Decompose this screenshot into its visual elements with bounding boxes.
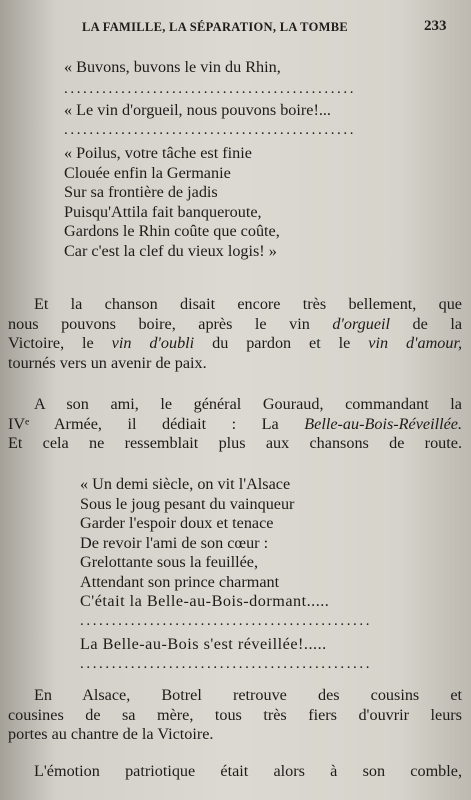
prose-line: Victoire, le vin d'oubli du pardon et le vin d'amour, bbox=[8, 334, 463, 352]
verse-line: La Belle-au-Bois s'est réveillée!..... bbox=[80, 635, 327, 653]
poem-alsace bbox=[80, 475, 420, 676]
verse-line: Grelottante sous la feuillée, bbox=[80, 553, 258, 571]
prose-line: tournés vers un avenir de paix. bbox=[8, 353, 207, 372]
page-number: 233 bbox=[424, 18, 447, 34]
prose-line: IVᵉ Armée, il dédiait : La Belle-au-Bois-Réveillée. bbox=[8, 414, 463, 433]
verse-line: Puisqu'Attila fait banqueroute, bbox=[64, 202, 262, 221]
ellipsis-line: .............................................. bbox=[80, 613, 373, 629]
verse-line: Garder l'espoir doux et tenace bbox=[80, 514, 274, 532]
italic-title: Belle-au-Bois-Réveillée. bbox=[304, 414, 463, 433]
italic-term: d'orgueil bbox=[332, 314, 391, 333]
prose-line: cousines de sa mère, tous très fiers d'ouvrir leurs bbox=[8, 705, 462, 724]
verse-line: Clouée enfin la Germanie bbox=[64, 163, 231, 182]
verse-line: Car c'est la clef du vieux logis! » bbox=[64, 241, 277, 260]
ellipsis-line: .............................................. bbox=[64, 122, 357, 138]
italic-term: vin d'oubli bbox=[111, 334, 195, 352]
verse-line: « Un demi siècle, on vit l'Alsace bbox=[80, 475, 291, 493]
verse-line: « Buvons, buvons le vin du Rhin, bbox=[64, 58, 281, 76]
prose-line: nous pouvons boire, après le vin d'orgueil de la bbox=[8, 314, 463, 333]
ellipsis-line: .............................................. bbox=[64, 81, 357, 97]
prose-line: L'émotion patriotique était alors à son comble, bbox=[34, 762, 462, 780]
prose-line: Et la chanson disait encore très bellement, que bbox=[34, 295, 462, 313]
verse-line: « Poilus, votre tâche est finie bbox=[64, 144, 252, 162]
prose-line: A son ami, le général Gouraud, commandant la bbox=[34, 395, 462, 413]
verse-line: C'était la Belle-au-Bois-dormant..... bbox=[80, 592, 330, 610]
paragraph-botrel bbox=[8, 686, 462, 745]
verse-line: Gardons le Rhin coûte que coûte, bbox=[64, 222, 280, 240]
italic-term: vin d'amour, bbox=[368, 334, 463, 352]
running-head bbox=[0, 18, 471, 38]
verse-line: « Le vin d'orgueil, nous pouvons boire!... bbox=[64, 101, 331, 119]
verse-line: De revoir l'ami de son cœur : bbox=[80, 533, 269, 552]
prose-line: En Alsace, Botrel retrouve des cousins et bbox=[34, 686, 462, 704]
ellipsis-line: .............................................. bbox=[80, 656, 373, 672]
poem-rhin bbox=[64, 58, 424, 261]
paragraph-chanson bbox=[8, 295, 462, 373]
prose-line: Et cela ne ressemblait plus aux chansons de route. bbox=[8, 434, 462, 452]
paragraph-gouraud bbox=[8, 395, 462, 454]
paragraph-emotion bbox=[8, 762, 462, 782]
verse-line: Attendant son prince charmant bbox=[80, 572, 280, 591]
verse-line: Sur sa frontière de jadis bbox=[64, 183, 218, 201]
verse-line: Sous le joug pesant du vainqueur bbox=[80, 494, 295, 513]
prose-line: portes au chantre de la Victoire. bbox=[8, 725, 214, 743]
running-title: LA FAMILLE, LA SÉPARATION, LA TOMBE bbox=[82, 20, 348, 34]
